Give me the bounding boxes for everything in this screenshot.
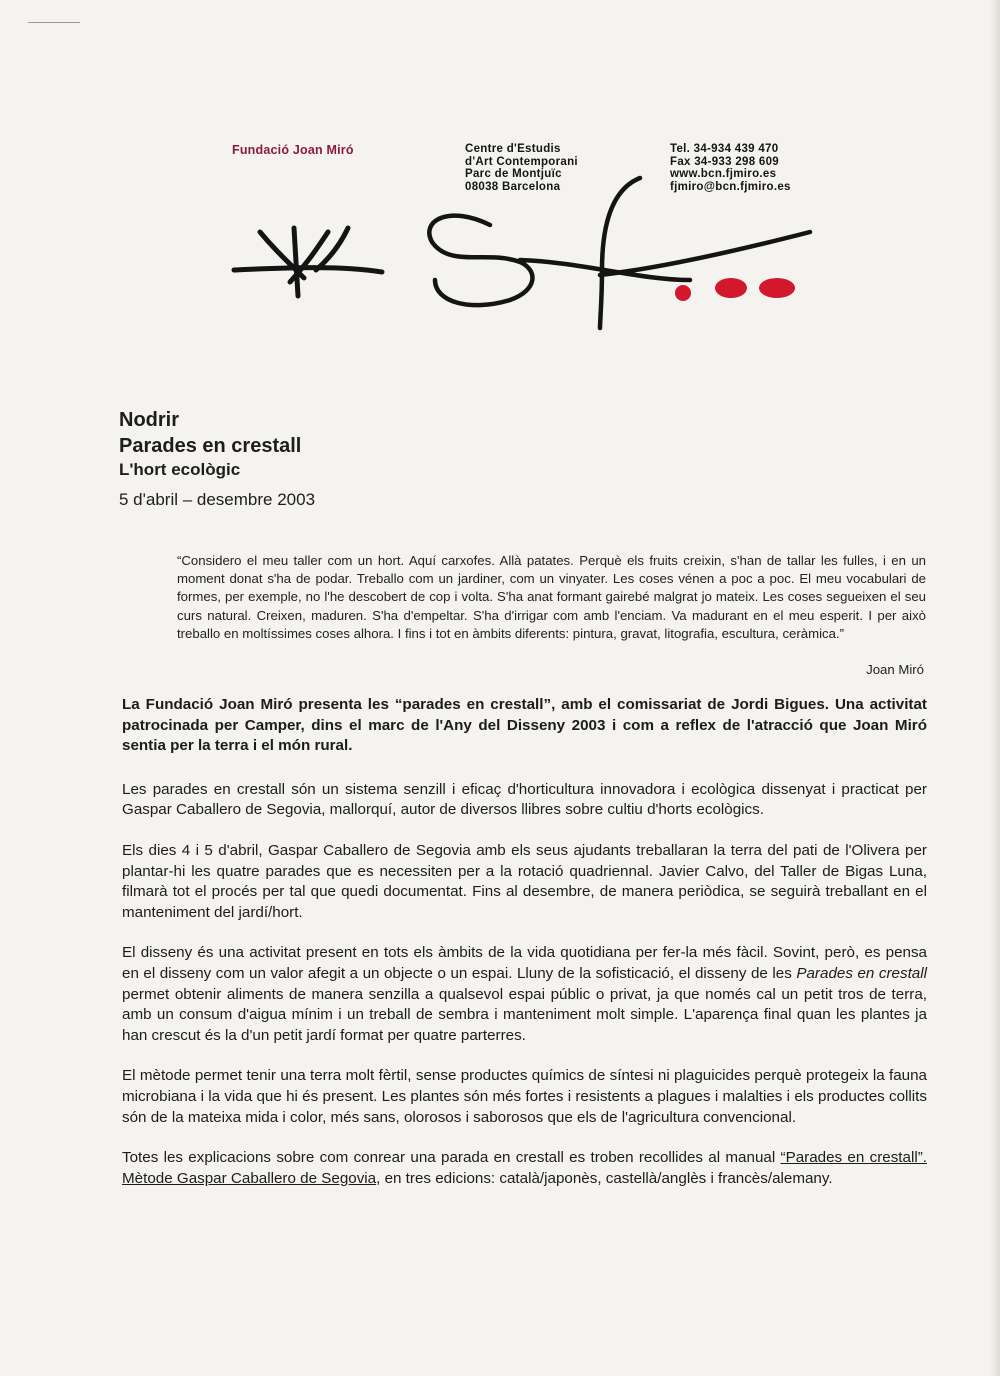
star-mark (234, 228, 382, 296)
signature-strokes (429, 178, 810, 328)
red-dots (675, 278, 795, 301)
red-dot (759, 278, 795, 298)
paragraph-3 (122, 943, 927, 1046)
parades-emphasis: Parades en crestall (796, 964, 927, 982)
paragraph-3-text: permet obtenir aliments de manera senzilla a qualsevol espai públic o privat, ja que només cal un petit tros de terra, amb un consum d'aigua mínim i un treball de sembra i manteniment molt simple. L'aparença final quan les plantes ja han crescut és la d'un petit jardí format per quatre parterres. (122, 985, 927, 1044)
fax-line: Fax 34-933 298 609 (670, 155, 779, 168)
website-line: www.bcn.fjmiro.es (670, 168, 777, 180)
paragraph-5-text: , en tres edicions: català/japonès, castellà/anglès i francès/alemany. (376, 1169, 833, 1187)
title-line-2: Parades en crestall (119, 435, 302, 457)
quote-author: Joan Miró (866, 662, 924, 677)
address-line: Parc de Montjuïc (465, 168, 562, 180)
title-line-1: Nodrir (119, 409, 179, 431)
exhibition-dates: 5 d'abril – desembre 2003 (119, 490, 316, 509)
address-line: 08038 Barcelona (465, 180, 561, 193)
manual-title: “Parades en crestall”. Mètode Gaspar Caballero de Segovia (122, 1149, 927, 1187)
address-line: d'Art Contemporani (465, 155, 578, 168)
miro-signature-logo-icon (220, 170, 820, 340)
paragraph-5-text: Totes les explicacions sobre com conrear una parada en crestall es troben recollides al manual (122, 1149, 781, 1167)
red-dot (675, 285, 691, 301)
page-edge-shadow (990, 0, 1000, 1376)
scan-mark (28, 22, 80, 23)
org-name: Fundació Joan Miró (232, 143, 354, 157)
subtitle: L'hort ecològic (119, 460, 241, 479)
miro-quote: “Considero el meu taller com un hort. Aquí carxofes. Allà patates. Perquè els fruits creixin, s'han de tallar les fulles, i en un moment donat s'ha de podar. Treballo com un jardiner, com un vinyater. Les coses vénen a poc a poc. El meu vocabulari de formes, per exemple, no l'he descobert de cop i volta. S'ha anat formant gairebé malgrat jo mateix. Les coses segueixen el seu curs natural. Creixen, maduren. S'ha d'empeltar. S'ha d'irrigar com amb l'enciam. Va madurant en el meu esperit. I per això treballo en moltíssimes coses alhora. I fins i tot en àmbits diferents: pintura, gravat, litografia, escultura, ceràmica.” (177, 553, 926, 641)
address-line: Centre d'Estudis (465, 143, 561, 155)
phone-line: Tel. 34-934 439 470 (670, 143, 779, 155)
press-release-body (122, 695, 927, 1189)
paragraph-2: Els dies 4 i 5 d'abril, Gaspar Caballero de Segovia amb els seus ajudants treballaran la terra del pati de l'Olivera per plantar-hi les quatre parades que es necessiten per a la rotació quadriennal. Javier Calvo, del Taller de Bigas Luna, filmarà tot el procés per tal que quedi documentat. Fins al desembre, de manera periòdica, se seguirà treballant en el manteniment del jardí/hort. (122, 841, 927, 921)
email-line: fjmiro@bcn.fjmiro.es (670, 180, 791, 193)
red-dot (715, 278, 747, 298)
paragraph-3-text: El disseny és una activitat present en tots els àmbits de la vida quotidiana per fer-la més fàcil. Sovint, però, es pensa en el disseny com un valor afegit a un objecte o un espai. Lluny de la sofisticació, el disseny de les (122, 944, 927, 982)
lead-paragraph: La Fundació Joan Miró presenta les “parades en crestall”, amb el comissariat de Jordi Bigues. Una activitat patrocinada per Camper, dins el marc de l'Any del Disseny 2003 i com a reflex de l'atracció que Joan Miró sentia per la terra i el món rural. (122, 696, 927, 755)
paragraph-5 (122, 1148, 927, 1189)
paragraph-1: Les parades en crestall són un sistema senzill i eficaç d'horticultura innovadora i ecològica dissenyat i practicat per Gaspar Caballero de Segovia, mallorquí, autor de diversos llibres sobre cultiu d'horts ecològics. (122, 780, 927, 819)
title-block (119, 407, 315, 511)
paragraph-4: El mètode permet tenir una terra molt fèrtil, sense productes químics de síntesi ni plaguicides perquè protegeix la fauna microbiana i la vida que hi és present. Les plantes són més fortes i resistents a plagues i malalties i els productes collits són de la mateixa mida i color, més sans, olorosos i saborosos que els de l'agricultura convencional. (122, 1067, 927, 1126)
